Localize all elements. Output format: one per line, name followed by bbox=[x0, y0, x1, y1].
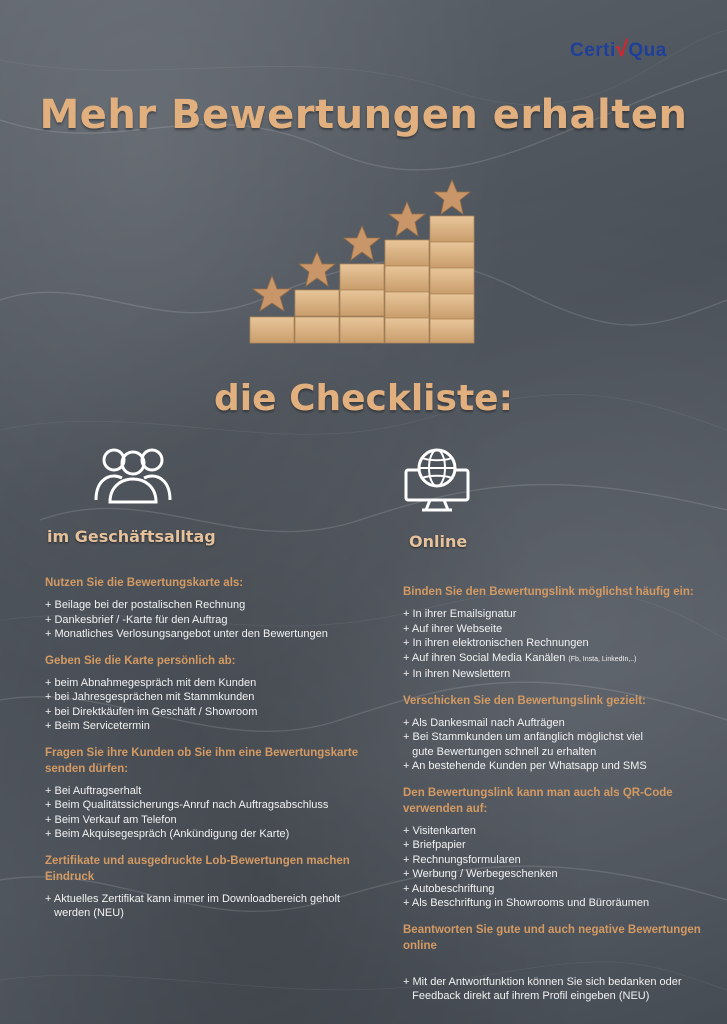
list-item: + Bei Auftragserhalt bbox=[45, 784, 142, 797]
section-einbinden bbox=[403, 584, 723, 682]
list-item: + Mit der Antwortfunktion können Sie sich bedanken oder bbox=[403, 975, 682, 988]
list-item: + Bei Stammkunden um anfänglich möglichst viel bbox=[403, 731, 643, 743]
page-title: Mehr Bewertungen erhalten bbox=[39, 92, 688, 138]
list-item: + Monatliches Verlosungsangebot unter den Bewertungen bbox=[45, 628, 328, 640]
section-verschicken bbox=[403, 693, 723, 774]
section-persoenlich bbox=[45, 653, 375, 734]
list-item: + Auf ihrer Webseite bbox=[403, 622, 503, 635]
list-spacer bbox=[403, 961, 723, 975]
list-item: + In ihren elektronischen Rechnungen bbox=[403, 637, 589, 649]
list-item: + Rechnungsformularen bbox=[403, 853, 521, 866]
list-item: + Beilage bei der postalischen Rechnung bbox=[45, 599, 246, 611]
list-item: + Werbung / Werbegeschenken bbox=[403, 868, 558, 880]
section-heading: Nutzen Sie die Bewertungskarte als: bbox=[45, 577, 244, 589]
list-item: + Beim Servicetermin bbox=[45, 720, 150, 732]
section-heading: Zertifikate und ausgedruckte Lob-Bewertungen machen Eindruck bbox=[45, 854, 350, 883]
section-heading: Verschicken Sie den Bewertungslink gezielt: bbox=[403, 694, 646, 707]
list-item: + bei Direktkäufen im Geschäft / Showroom bbox=[45, 705, 258, 718]
wooden-stars-staircase-image bbox=[240, 172, 480, 347]
list-item: + Als Dankesmail nach Aufträgen bbox=[403, 716, 565, 729]
list-item: gute Bewertungen schnell zu erhalten bbox=[403, 745, 597, 758]
section-heading: Beantworten Sie gute und auch negative Bewertungen online bbox=[403, 923, 701, 952]
list-item: + An bestehende Kunden per Whatsapp und SMS bbox=[403, 760, 647, 772]
list-item: + Beim Verkauf am Telefon bbox=[45, 813, 177, 826]
checklist-subtitle: die Checkliste: bbox=[214, 378, 513, 419]
social-media-note: (Fb, Insta, LinkedIn,..) bbox=[568, 655, 637, 663]
checklist-right-column bbox=[403, 584, 723, 1015]
section-bewertungskarte bbox=[45, 575, 375, 642]
list-item: + Auf ihren Social Media Kanälen (Fb, Insta, LinkedIn,..) bbox=[403, 651, 637, 664]
section-fragen bbox=[45, 745, 375, 842]
list-item: + Beim Akquisegespräch (Ankündigung der Karte) bbox=[45, 828, 290, 840]
list-item: + Aktuelles Zertifikat kann immer im Downloadbereich geholt bbox=[45, 892, 340, 905]
people-icon bbox=[92, 446, 174, 504]
list-item: + In ihren Newslettern bbox=[403, 668, 511, 680]
section-heading: Binden Sie den Bewertungslink möglichst häufig ein: bbox=[403, 586, 694, 598]
section-heading: Den Bewertungslink kann man auch als QR-Code verwenden auf: bbox=[403, 786, 673, 815]
list-item: + Als Beschriftung in Showrooms und Büroräumen bbox=[403, 897, 650, 909]
list-item: + Visitenkarten bbox=[403, 824, 476, 837]
list-item: + In ihrer Emailsignatur bbox=[403, 608, 517, 620]
list-item: Feedback direkt auf ihrem Profil eingeben (NEU) bbox=[403, 990, 650, 1002]
list-item: + Beim Qualitätssicherungs-Anruf nach Auftragsabschluss bbox=[45, 799, 329, 811]
certiqua-logo: Certi√Qua bbox=[570, 36, 667, 61]
section-heading: Geben Sie die Karte persönlich ab: bbox=[45, 654, 236, 667]
list-item: werden (NEU) bbox=[45, 907, 124, 919]
section-beantworten bbox=[403, 922, 723, 1004]
heading-geschaeftsalltag: im Geschäftsalltag bbox=[47, 527, 216, 546]
list-item: + Dankesbrief / -Karte für den Auftrag bbox=[45, 613, 228, 626]
list-item: + Briefpapier bbox=[403, 839, 466, 851]
section-zertifikate bbox=[45, 853, 375, 921]
list-item: + Autobeschriftung bbox=[403, 882, 495, 895]
checklist-left-column bbox=[45, 575, 375, 932]
section-qr-code bbox=[403, 785, 723, 911]
section-heading: Fragen Sie ihre Kunden ob Sie ihm eine Bewertungskarte senden dürfen: bbox=[45, 746, 359, 775]
list-item: + bei Jahresgesprächen mit Stammkunden bbox=[45, 691, 255, 703]
monitor-globe-icon bbox=[404, 444, 470, 512]
heading-online: Online bbox=[409, 532, 468, 551]
list-item: + beim Abnahmegespräch mit dem Kunden bbox=[45, 676, 257, 689]
